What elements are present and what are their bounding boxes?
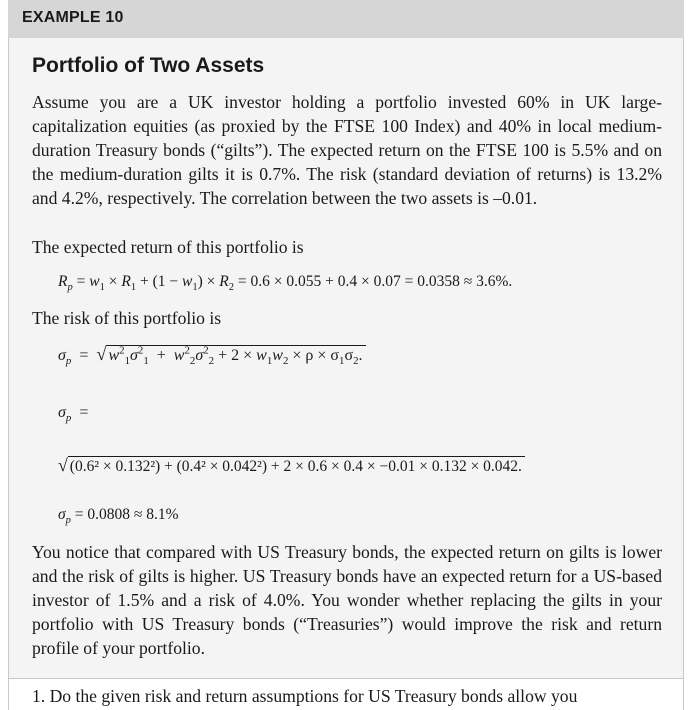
return-equation [58, 273, 513, 294]
closing-paragraph: You notice that compared with US Treasury bonds, the expected return on gilts is lower and the risk of gilts is higher. US Treasury bonds have an expected return for a US-based investor of 1.5% and a risk of 4.0%. You wonder whether replacing the gilts in your portfolio with US Treasury bonds (“Treasuries”) would improve the risk and return profile of your portfolio. [32, 542, 662, 658]
question-1: 1. Do the given risk and return assumptions for US Treasury bonds allow you [32, 686, 578, 706]
return-formula: $R_p = w_1 \times R_1 + (1 - w_1) \times R_2$ [58, 273, 234, 294]
risk-numeric-equation [58, 455, 525, 476]
risk-formula-equation: $\sigma_p$ = √ $w^2_1\sigma^2_1 + w^2_2\sigma^2_2 + 2 \times w_1w_2 \times \rho \times \sigma_1\sigma_2$. [58, 344, 366, 365]
example-title: Portfolio of Two Assets [32, 54, 265, 77]
risk-intro: The risk of this portfolio is [32, 308, 222, 328]
risk-result-equation: $\sigma_p = 0.0808 \approx 8.1\%$ [58, 506, 179, 527]
sqrt-numeric: √ (0.6² × 0.132²) + (0.4² × 0.042²) + 2 × 0.6 × 0.4 × −0.01 × 0.132 × 0.042. [58, 455, 525, 476]
example-header [8, 0, 684, 38]
risk-result: = 0.0808 ≈ 8.1% [70, 506, 179, 523]
return-intro: The expected return of this portfolio is [32, 237, 304, 257]
risk-numeric: (0.6² × 0.132²) + (0.4² × 0.042²) + 2 × 0.6 × 0.4 × −0.01 × 0.132 × 0.042. [68, 456, 525, 475]
sqrt-formula: √ $w^2_1\sigma^2_1 + w^2_2\sigma^2_2 + 2 \times w_1w_2 \times \rho \times \sigma_1\sigma_2$. [96, 344, 365, 365]
risk-equals-line: $\sigma_p$ = [58, 404, 89, 425]
intro-paragraph: Assume you are a UK investor holding a portfolio invested 60% in UK large-capitalization equities (as proxied by the FTSE 100 Index) and 40% in local medium-duration Treasury bonds (“gilts”). The expected return on the FTSE 100 is 5.5% and on the medium-duration gilts it is 0.7%. The risk (standard deviation of returns) is 13.2% and 4.2%, respectively. The correlation between the two assets is –0.01. [32, 92, 662, 208]
return-numeric: = 0.6 × 0.055 + 0.4 × 0.07 = 0.0358 ≈ 3.6%. [233, 273, 513, 290]
example-label: EXAMPLE 10 [22, 9, 124, 26]
